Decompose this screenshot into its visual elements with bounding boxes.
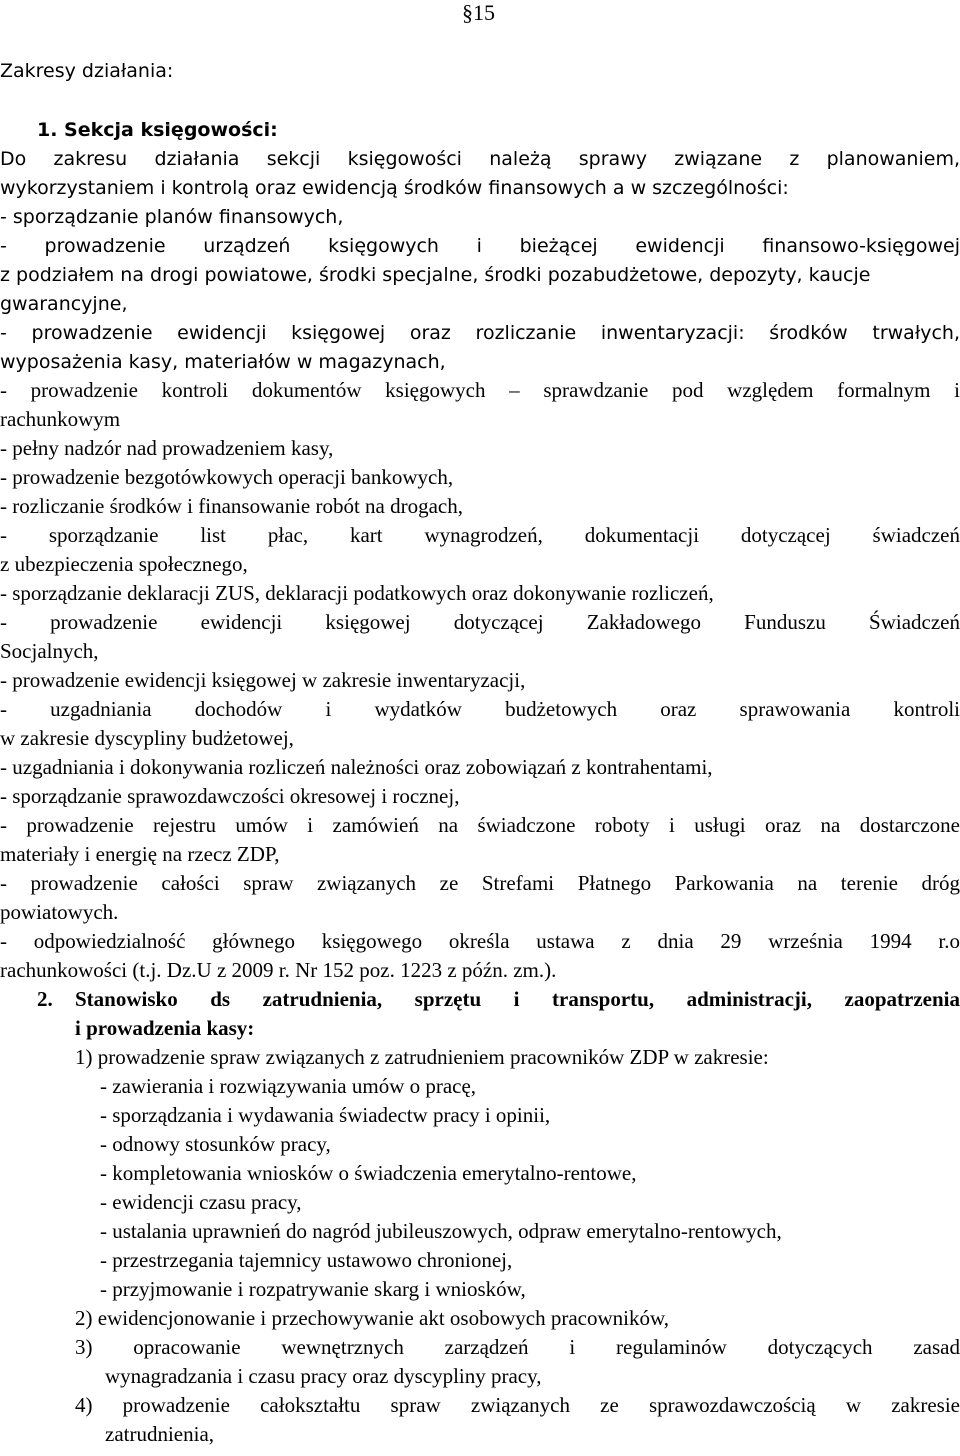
s1-line: gwarancyjne, (0, 293, 128, 315)
s1-line: - sporządzanie sprawozdawczości okresowej i rocznej, (0, 784, 460, 808)
s1-line: - prowadzenie ewidencji księgowej w zakresie inwentaryzacji, (0, 668, 526, 692)
s2-item-4-cont: zatrudnienia, (105, 1422, 215, 1446)
s2-subitem: - ewidencji czasu pracy, (100, 1190, 302, 1214)
page-heading: Zakresy działania: (0, 60, 174, 82)
s1-line: - rozliczanie środków i finansowanie robót na drogach, (0, 494, 464, 518)
s2-item-1: 1) prowadzenie spraw związanych z zatrudnieniem pracowników ZDP w zakresie: (75, 1045, 769, 1069)
s1-line: rachunkowości (t.j. Dz.U z 2009 r. Nr 152 poz. 1223 z późn. zm.). (0, 958, 557, 982)
s1-line: powiatowych. (0, 900, 119, 924)
section-1-title: 1. Sekcja księgowości: (37, 119, 278, 141)
s1-line: - prowadzenie rejestru umów i zamówień na świadczone roboty i usługi oraz na dostarczone (0, 813, 960, 837)
s2-subitem: - sporządzania i wydawania świadectw pracy i opinii, (100, 1103, 551, 1127)
section-number: §15 (462, 0, 495, 25)
s1-line: w zakresie dyscypliny budżetowej, (0, 726, 294, 750)
s2-subitem: - kompletowania wniosków o świadczenia emerytalno-rentowe, (100, 1161, 637, 1185)
s1-line: - prowadzenie bezgotówkowych operacji bankowych, (0, 465, 454, 489)
section-2-number: 2. (37, 987, 53, 1011)
s1-line: - uzgadniania i dokonywania rozliczeń należności oraz zobowiązań z kontrahentami, (0, 755, 713, 779)
s1-line: - odpowiedzialność głównego księgowego określa ustawa z dnia 29 września 1994 r.o (0, 929, 960, 953)
s1-line: materiały i energię na rzecz ZDP, (0, 842, 280, 866)
s1-line: rachunkowym (0, 407, 121, 431)
s1-line: - prowadzenie urządzeń księgowych i bieżącej ewidencji finansowo-księgowej (0, 235, 960, 257)
section-2-title-cont: i prowadzenia kasy: (75, 1016, 255, 1040)
s1-line: - pełny nadzór nad prowadzeniem kasy, (0, 436, 334, 460)
s2-item-4: 4) prowadzenie całokształtu spraw związanych ze sprawozdawczością w zakresie (75, 1393, 960, 1417)
s2-subitem: - zawierania i rozwiązywania umów o pracę, (100, 1074, 477, 1098)
s1-line: wyposażenia kasy, materiałów w magazynach, (0, 351, 446, 373)
s2-subitem: - przestrzegania tajemnicy ustawowo chronionej, (100, 1248, 513, 1272)
s2-subitem: - odnowy stosunków pracy, (100, 1132, 331, 1156)
s1-line: z ubezpieczenia społecznego, (0, 552, 248, 576)
section-2-title: Stanowisko ds zatrudnienia, sprzętu i transportu, administracji, zaopatrzenia (75, 987, 960, 1011)
s1-line: - uzgadniania dochodów i wydatków budżetowych oraz sprawowania kontroli (0, 697, 960, 721)
s1-line: - sporządzanie planów finansowych, (0, 206, 344, 228)
s1-line: - sporządzanie list płac, kart wynagrodzeń, dokumentacji dotyczącej świadczeń (0, 523, 960, 547)
s2-item-2: 2) ewidencjonowanie i przechowywanie akt osobowych pracowników, (75, 1306, 670, 1330)
s1-line: z podziałem na drogi powiatowe, środki specjalne, środki pozabudżetowe, depozyty, kaucje (0, 264, 871, 286)
s2-subitem: - przyjmowanie i rozpatrywanie skarg i wniosków, (100, 1277, 526, 1301)
s2-item-3-cont: wynagradzania i czasu pracy oraz dyscypliny pracy, (105, 1364, 542, 1388)
s1-line: - prowadzenie całości spraw związanych ze Strefami Płatnego Parkowania na terenie dróg (0, 871, 960, 895)
s2-item-3: 3) opracowanie wewnętrznych zarządzeń i regulaminów dotyczących zasad (75, 1335, 960, 1359)
s2-subitem: - ustalania uprawnień do nagród jubileuszowych, odpraw emerytalno-rentowych, (100, 1219, 782, 1243)
s1-line: - prowadzenie kontroli dokumentów księgowych – sprawdzanie pod względem formalnym i (0, 378, 960, 402)
s1-line: - prowadzenie ewidencji księgowej oraz rozliczanie inwentaryzacji: środków trwałych, (0, 322, 960, 344)
s1-line: Do zakresu działania sekcji księgowości należą sprawy związane z planowaniem, (0, 148, 960, 170)
s1-line: wykorzystaniem i kontrolą oraz ewidencją środków finansowych a w szczególności: (0, 177, 789, 199)
s1-line: - sporządzanie deklaracji ZUS, deklaracji podatkowych oraz dokonywanie rozliczeń, (0, 581, 714, 605)
s1-line: Socjalnych, (0, 639, 99, 663)
s1-line: - prowadzenie ewidencji księgowej dotyczącej Zakładowego Funduszu Świadczeń (0, 610, 960, 634)
